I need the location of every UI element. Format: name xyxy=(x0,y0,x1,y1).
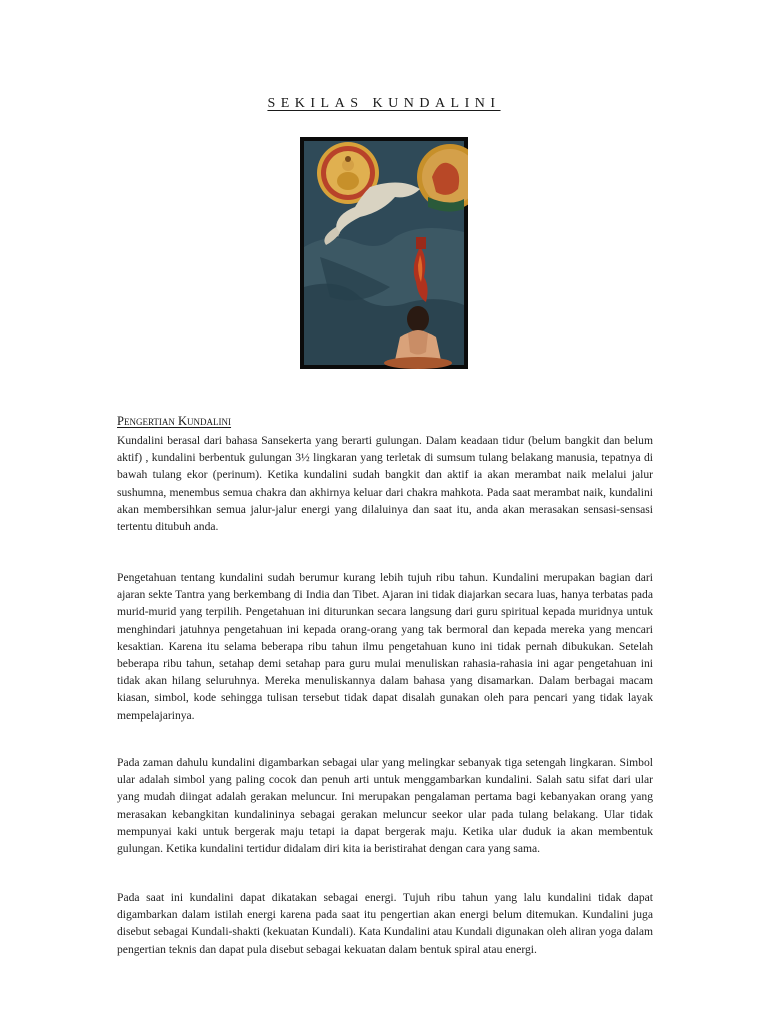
paragraph-3: Pada zaman dahulu kundalini digambarkan sebagai ular yang melingkar sebanyak tiga setengah lingkaran. Simbol ular adalah simbol yang paling cocok dan penuh arti untuk menggambarkan kundalini. Salah satu sifat dari ular yang mudah diingat adalah gerakan meluncur. Ini merupakan pengalaman pertama bagi kebanyakan orang yang merasakan kebangkitan kundalininya sebagai gerakan meluncur seekor ular pada tulang belakang. Ular tidak mempunyai kaki untuk bergerak maju tetapi ia dapat bergerak maju. Ketika ular duduk ia akan membentuk gulungan. Ketika kundalini tertidur didalam diri kita ia beristirahat dengan cara yang sama. xyxy=(117,756,653,856)
kundalini-painting-icon xyxy=(300,137,468,369)
paragraph-2: Pengetahuan tentang kundalini sudah berumur kurang lebih tujuh ribu tahun. Kundalini merupakan bagian dari ajaran sekte Tantra yang berkembang di India dan Tibet. Ajaran ini tidak diajarkan secara luas, hanya terbatas pada murid-murid yang terpilih. Pengetahuan ini diturunkan secara langsung dari guru spiritual kepada muridnya untuk menghindari jatuhnya pengetahuan ini kepada orang-orang yang tak bermoral dan kepada mereka yang mencari kesaktian. Karena itu selama beberapa ribu tahun ilmu pengetahuan kuno ini tidak pernah dibukukan. Setelah beberapa ribu tahun, setahap demi setahap para guru mulai menuliskan rahasia-rahasia ini agar pengetahuan ini tidak akan hilang seluruhnya. Mereka menuliskannya dalam bahasa yang disamarkan. Dalam berbagai macam kiasan, simbol, kode sehingga tulisan tersebut tidak dapat disalah gunakan oleh para pencari yang tidak layak mempelajarinya. xyxy=(117,571,653,722)
kundalini-figure xyxy=(300,137,468,369)
paragraph-4: Pada saat ini kundalini dapat dikatakan sebagai energi. Tujuh ribu tahun yang lalu kundalini tidak dapat digambarkan dalam istilah energi karena pada saat itu pengertian akan energi belum ditemukan. Kundalini juga disebut sebagai Kundali-shakti (kekuatan Kundali). Kata Kundalini atau Kundali digunakan oleh aliran yoga dalam pengertian teknis dan dapat pula disebut sebagai kekuatan dalam bentuk spiral atau energi. xyxy=(117,891,653,956)
section-heading: Pengertian Kundalini xyxy=(117,414,232,428)
paragraph-1: Kundalini berasal dari bahasa Sansekerta yang berarti gulungan. Dalam keadaan tidur (belum bangkit dan belum aktif) , kundalini berbentuk gulungan 3½ lingkaran yang terletak di sumsum tulang belakang manusia, tepatnya di bawah tulang ekor (perinum). Ketika kundalini sudah bangkit dan aktif ia akan merambat naik melalui jalur sushumna, menembus semua chakra dan akhirnya keluar dari chakra mahkota. Pada saat merambat naik, kundalini akan membersihkan semua jalur-jalur energi yang dilaluinya dan saat itu, anda akan merasakan sensasi-sensasi tertentu ditubuh anda. xyxy=(117,434,653,534)
page-title: SEKILAS KUNDALINI xyxy=(267,96,501,111)
